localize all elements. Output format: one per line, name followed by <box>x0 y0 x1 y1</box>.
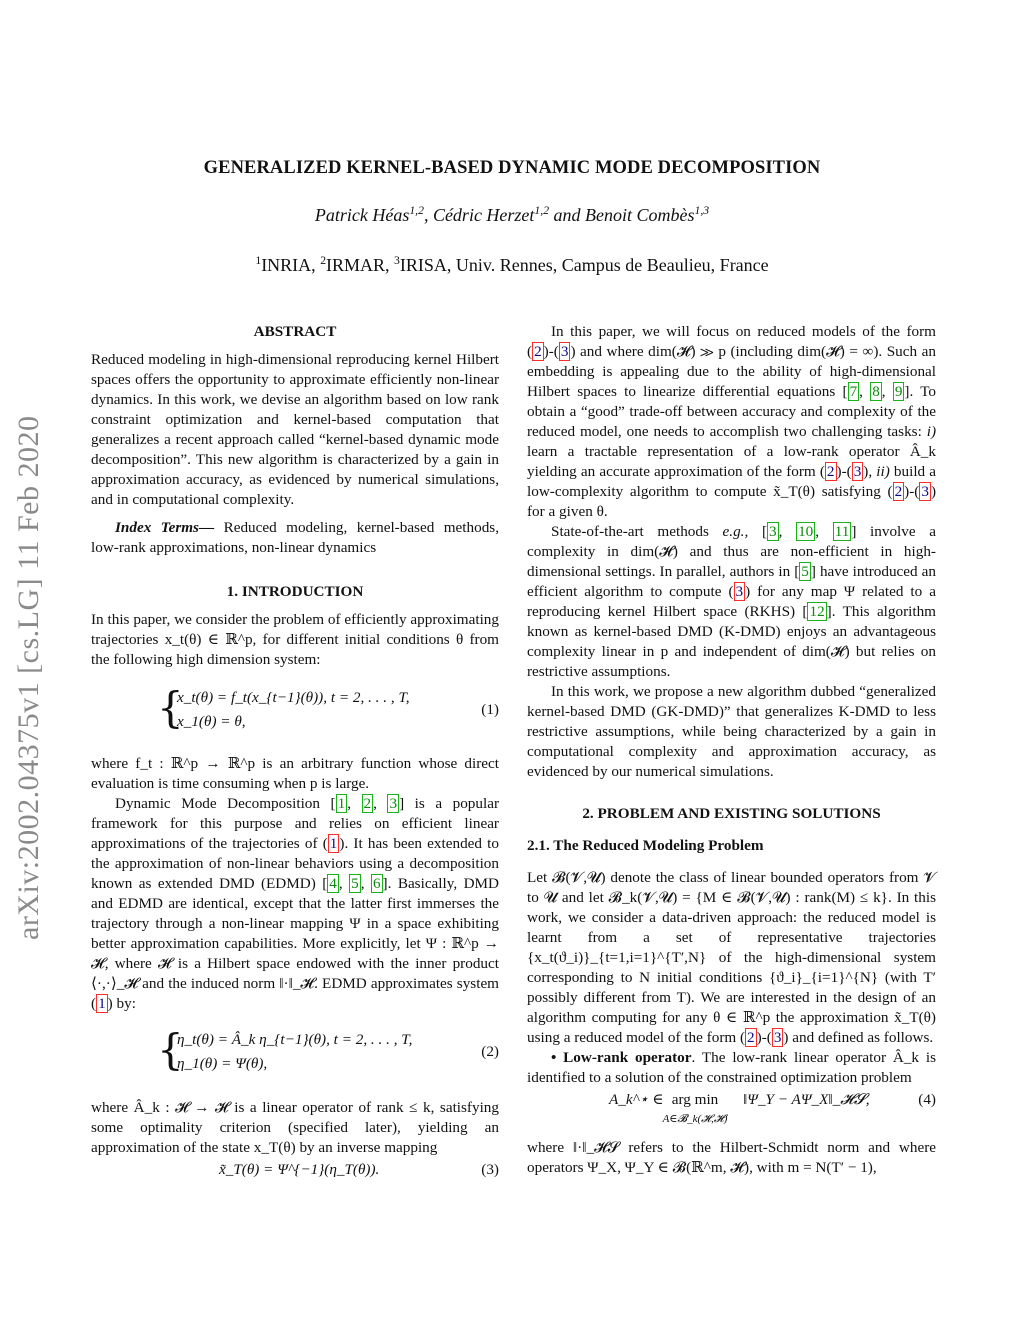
left-brace: { <box>157 683 184 732</box>
right-paragraph-5: • Low-rank operator. The low-rank linear operator Â_k is identified to a solution of the constrained optimization problem <box>527 1049 936 1086</box>
abstract-body: Reduced modeling in high-dimensional reproducing kernel Hilbert spaces offers the opportunity to approximate efficiently non-linear dynamics. In this work, we devise an algorithm based on low rank constraint optimization and kernel-based computation that generalizes a recent approach called “kernel-based dynamic mode decomposition”. This new algorithm is characterized by a gain in approximation accuracy, as evidenced by numerical simulations, and in computational complexity. <box>91 351 499 508</box>
abstract-heading: ABSTRACT <box>253 323 337 340</box>
sec1-paragraph-2: where f_t : ℝ^p → ℝ^p is an arbitrary function whose direct evaluation is time consuming when p is large. <box>91 755 499 792</box>
citation-link[interactable]: 10 <box>798 523 814 540</box>
sec1-paragraph-1: In this paper, we consider the problem of efficiently approximating trajectories x_t(θ) ∈ ℝ^p, for different initial conditions θ from the following high dimension system: <box>91 611 499 668</box>
right-paragraph-2: State-of-the-art methods e.g., [ 3 , 10 , 11 ] involve a complexity in dim(𝓗) and thus are non-efficient in high-dimensional settings. In parallel, authors in [ 5 ] have introduced an efficient algorithm to compute ( 3 ) for any map Ψ related to a reproducing kernel Hilbert space (RKHS) [ 12 ]. This algorithm known as kernel-based DMD (K-DMD) enjoys an advantageous complexity linear in p and independent of dim(𝓗) but relies on restrictive assumptions. <box>527 523 937 680</box>
citation-link[interactable]: 1 <box>337 795 346 812</box>
paper-title: GENERALIZED KERNEL-BASED DYNAMIC MODE DECOMPOSITION <box>203 158 821 178</box>
right-paragraph-1: In this paper, we will focus on reduced models of the form ( 2 )-( 3 ) and where dim(𝓗) ≫ p (including dim(𝓗) = ∞). Such an embedding is appealing due to the ability of high-dimensional Hilbert spaces to linearize differential equations [ 7 , 8 , 9 ]. To obtain a “good” trade-off between accuracy and complexity of the reduced model, one needs to accomplish two challenging tasks: i) learn a tractable representation of a low-rank operator Â_k yielding an accurate approximation of the form ( 2 )-( 3 ), ii) build a low-complexity algorithm to compute x̃_T(θ) satisfying ( 2 )-( 3 ) for a given θ. <box>527 323 937 520</box>
equation-link[interactable]: 1 <box>98 995 106 1012</box>
sec1-paragraph-3: Dynamic Mode Decomposition [ 1 , 2 , 3 ] is a popular framework for this purpose and relies on efficient linear approximations of the trajectories of ( 1 ). It has been extended to the approximation of non-linear behaviors using a decomposition known as extended DMD (EDMD) [ 4 , 5 , 6 ]. Basically, DMD and EDMD are identical, except that the latter first immerses the trajectory through a non-linear mapping Ψ in a space exhibiting better approximation capabilities. More explicitly, let Ψ : ℝ^p → 𝓗, where 𝓗 is a Hilbert space endowed with the inner product ⟨·,·⟩_𝓗 and the induced norm ‖·‖_𝓗. EDMD approximates system ( 1 ) by: <box>91 795 500 1012</box>
equation-4: A_k^⋆ ∈ arg min A∈𝓑_k(𝓗,𝓗) ‖Ψ_Y − AΨ_X‖_𝓗𝓢, (4) <box>609 1091 936 1125</box>
citation-link[interactable]: 3 <box>389 795 398 812</box>
citation-link[interactable]: 12 <box>809 603 825 620</box>
author-3: Benoit Combès <box>585 205 695 225</box>
equation-link[interactable]: 3 <box>921 483 929 500</box>
citation-link[interactable]: 2 <box>363 795 372 812</box>
section-2-heading: 2. PROBLEM AND EXISTING SOLUTIONS <box>582 805 881 822</box>
citation-link[interactable]: 4 <box>329 875 337 892</box>
left-brace: { <box>157 1025 184 1074</box>
citation-link[interactable]: 7 <box>849 383 858 400</box>
right-paragraph-4: Let 𝓑(𝓥,𝓤) denote the class of linear bounded operators from 𝓥 to 𝓤 and let 𝓑_k(𝓥,𝓤) = {M ∈ 𝓑(𝓥,𝓤) : rank(M) ≤ k}. In this work, we consider a data-driven approach: the reduced model is learnt from a set of representative trajectories {x_t(ϑ_i)}_{t=1,i=1}^{T′,N} of the high-dimensional system corresponding to N initial conditions {ϑ_i}_{i=1}^{N} (with T′ possibly different from T). We are interested in the design of an algorithm computing for any θ ∈ ℝ^p the approximation x̃_T(θ) using a reduced model of the form ( 2 )-( 3 ) and defined as follows. <box>527 869 936 1046</box>
citation-link[interactable]: 9 <box>894 383 903 400</box>
equation-number: (2) <box>481 1043 499 1060</box>
equation-link[interactable]: 3 <box>560 343 569 360</box>
equation-1: { x_t(θ) = f_t(x_{t−1}(θ)), t = 2, . . . , T, x_1(θ) = θ, (1) <box>157 683 499 732</box>
author-1: Patrick Héas <box>314 205 410 225</box>
citation-link[interactable]: 5 <box>801 563 809 580</box>
equation-link[interactable]: 2 <box>894 483 903 500</box>
equation-link[interactable]: 2 <box>826 463 835 480</box>
citation-link[interactable]: 8 <box>872 383 880 400</box>
sec1-paragraph-4: where Â_k : 𝓗 → 𝓗 is a linear operator of rank ≤ k, satisfying some optimality criterion (specified later), yielding an approximation of the state x_T(θ) by an inverse mapping <box>91 1099 499 1156</box>
subsection-2-1-heading: 2.1. The Reduced Modeling Problem <box>527 837 764 854</box>
right-paragraph-3: In this work, we propose a new algorithm dubbed “generalized kernel-based DMD (GK-DMD)” that generalizes K-DMD to less restrictive assumptions, while being characterized by a gain in computational complexity and approximation accuracy, as evidenced by our numerical simulations. <box>527 683 936 780</box>
section-1-heading: 1. INTRODUCTION <box>226 583 364 600</box>
citation-link[interactable]: 5 <box>351 875 359 892</box>
equation-2: { η_t(θ) = Â_k η_{t−1}(θ), t = 2, . . . , T, η_1(θ) = Ψ(θ), (2) <box>157 1025 499 1074</box>
equation-link[interactable]: 3 <box>735 583 744 600</box>
equation-link[interactable]: 3 <box>853 463 862 480</box>
equation-3: x̃_T(θ) = Ψ^{−1}(η_T(θ)). (3) <box>219 1161 499 1178</box>
right-column <box>527 322 936 1178</box>
author-2: Cédric Herzet <box>432 205 535 225</box>
right-paragraph-6: where ‖·‖_𝓗𝓢 refers to the Hilbert-Schmidt norm and where operators Ψ_X, Ψ_Y ∈ 𝓑(ℝ^m, 𝓗), with m = N(T′ − 1), <box>527 1139 936 1176</box>
equation-link[interactable]: 2 <box>747 1029 755 1046</box>
equation-number: (1) <box>481 701 499 718</box>
citation-link[interactable]: 3 <box>769 523 777 540</box>
equation-link[interactable]: 3 <box>773 1029 782 1046</box>
equation-link[interactable]: 1 <box>329 835 338 852</box>
author-list: Patrick Héas$^{1,2}$, Cédric Herzet$^{1,2}$ and Benoit Combès$^{1,3}$ <box>314 204 710 225</box>
index-terms: Index Terms— Reduced modeling, kernel-based methods, low-rank approximations, non-linear dynamics <box>91 519 499 556</box>
equation-link[interactable]: 2 <box>534 343 542 360</box>
citation-link[interactable]: 6 <box>372 875 381 892</box>
affiliations: $^1$INRIA, $^2$IRMAR, $^3$IRISA, Univ. Rennes, Campus de Beaulieu, France <box>255 254 769 275</box>
arxiv-stamp: arXiv:2002.04375v1 [cs.LG] 11 Feb 2020 <box>12 415 45 940</box>
citation-link[interactable]: 11 <box>834 523 850 540</box>
equation-number: (4) <box>918 1091 936 1108</box>
left-column <box>91 322 499 1182</box>
equation-number: (3) <box>481 1161 499 1178</box>
